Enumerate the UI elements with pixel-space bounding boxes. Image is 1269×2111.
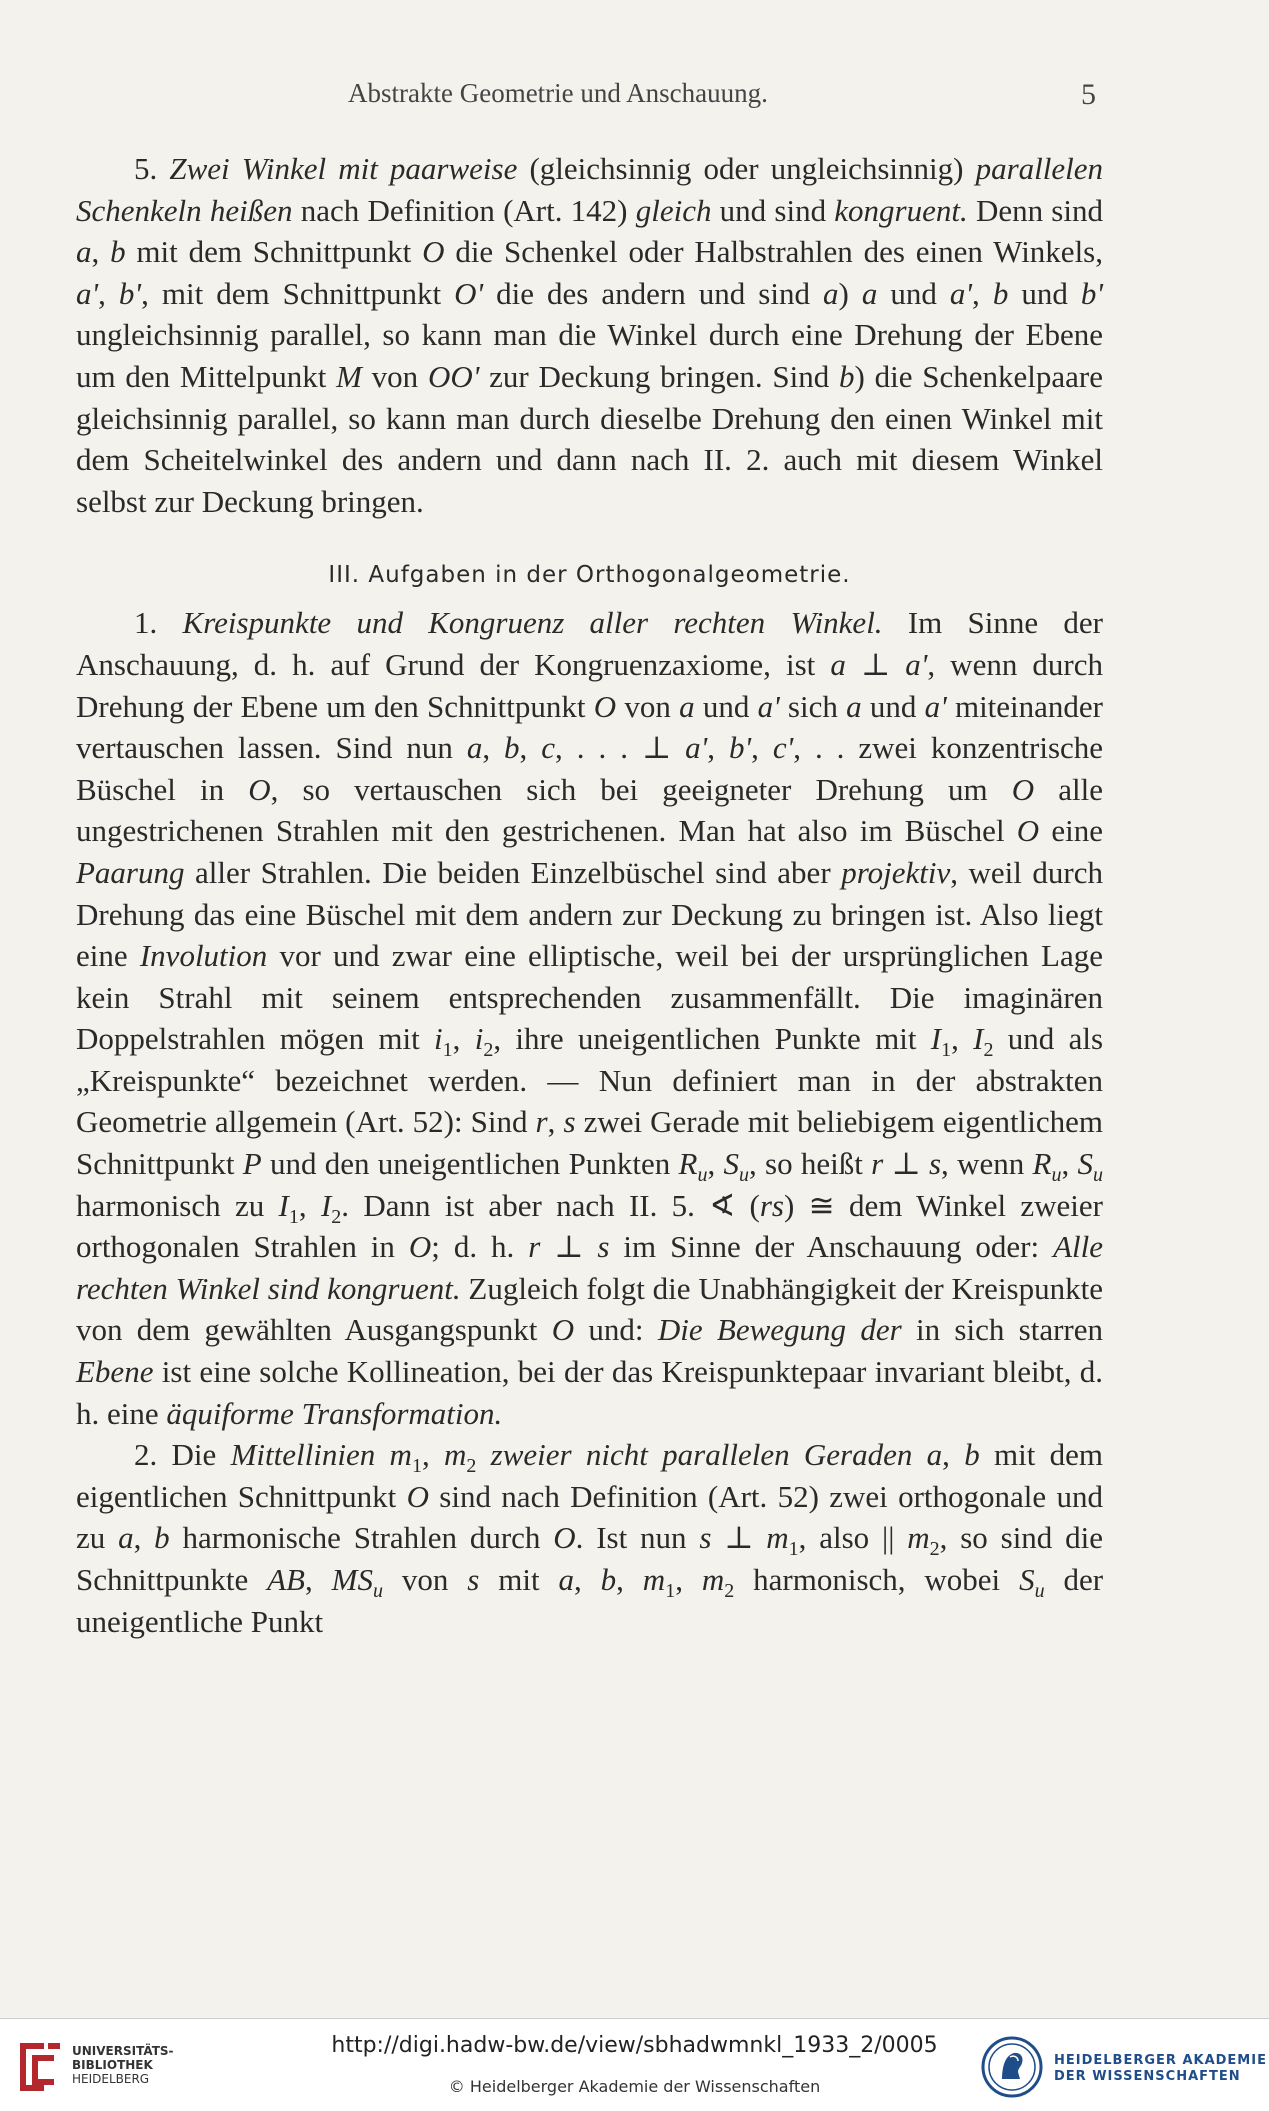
running-title: Abstrakte Geometrie und Anschauung.: [348, 78, 768, 108]
copyright-notice: © Heidelberger Akademie der Wissenschaften: [448, 2077, 821, 2096]
academy-name: [1054, 2053, 1267, 2085]
academy-line-1: HEIDELBERGER AKADEMIE: [1054, 2053, 1267, 2068]
academy-line-2: DER WISSENSCHAFTEN: [1054, 2069, 1241, 2084]
paragraph-2: 1. Kreispunkte und Kongruenz aller rechten Winkel. Im Sinne der Anschauung, d. h. auf Grund der Kongruenzaxiome, ist a ⊥ a', wenn durch Drehung der Ebene um den Schnittpunkt O von a und a' sich a und a' miteinander vertauschen lassen. Sind nun a, b, c, . . . ⊥ a', b', c', . . zwei konzentrische Büschel in O, so vertauschen sich bei geeigneter Drehung um O alle ungestrichenen Strahlen mit den gestrichenen. Man hat also im Büschel O eine Paarung aller Strahlen. Die beiden Einzelbüschel sind aber projektiv, weil durch Drehung das eine Büschel mit dem andern zur Deckung zu bringen ist. Also liegt eine Involution vor und zwar eine elliptische, weil bei der ursprünglichen Lage kein Strahl mit seinem entsprechenden zusammenfällt. Die imaginären Doppelstrahlen mögen mit $i_1$, $i_2$, ihre uneigentlichen Punkte mit $I_1$, $I_2$ und als „Kreispunkte“ bezeichnet werden. — Nun definiert man in der abstrakten Geometrie allgemein (Art. 52): Sind r, s zwei Gerade mit beliebigem eigentlichem Schnittpunkt P und den uneigentlichen Punkten $R_u$, $S_u$, so heißt r ⊥ s, wenn $R_u$, $S_u$ harmonisch zu $I_1$, $I_2$. Dann ist aber nach II. 5. ∢ (rs) ≅ dem Winkel zweier orthogonalen Strahlen in O; d. h. r ⊥ s im Sinne der Anschauung oder: Alle rechten Winkel sind kongruent. Zugleich folgt die Unabhängigkeit der Kreispunkte von dem gewählten Ausgangspunkt O und: Die Bewegung der in sich starren Ebene ist eine solche Kollineation, bei der das Kreispunktepaar invariant bleibt, d. h. eine äquiforme Transformation.: [76, 605, 1104, 1431]
page-number: 5: [1081, 78, 1096, 111]
footer-bar: [0, 2018, 1269, 2111]
academy-seal-icon: [980, 2035, 1044, 2099]
academy-logo[interactable]: [978, 2035, 1268, 2099]
paragraph-1: 5. Zwei Winkel mit paarweise (gleichsinnig oder ungleichsinnig) parallelen Schenkeln heißen nach Definition (Art. 142) gleich und sind kongruent. Denn sind a, b mit dem Schnittpunkt O die Schenkel oder Halbstrahlen des einen Winkels, a', b', mit dem Schnittpunkt O' die des andern und sind a) a und a', b und b' ungleichsinnig parallel, so kann man die Winkel durch eine Drehung der Ebene um den Mittelpunkt M von OO' zur Deckung bringen. Sind b) die Schenkelpaare gleichsinnig parallel, so kann man durch dieselbe Drehung den einen Winkel mit dem Scheitelwinkel des andern und dann nach II. 2. auch mit diesem Winkel selbst zur Deckung bringen.: [76, 151, 1104, 519]
section-heading: III. Aufgaben in der Orthogonalgeometrie.: [328, 562, 851, 589]
permalink-url[interactable]: http://digi.hadw-bw.de/view/sbhadwmnkl_1933_2/0005: [331, 2033, 938, 2058]
logo-line-3: HEIDELBERG: [72, 2072, 150, 2086]
paragraph-3: 2. Die Mittellinien $m_1$, $m_2$ zweier nicht parallelen Geraden a, b mit dem eigentlichen Schnittpunkt O sind nach Definition (Art. 52) zwei orthogonale und zu a, b harmonische Strahlen durch O. Ist nun s ⊥ $m_1$, also || $m_2$, so sind die Schnittpunkte AB, $MS_u$ von s mit a, b, $m_1$, $m_2$ harmonisch, wobei $S_u$ der uneigentliche Punkt: [76, 1437, 1104, 1639]
logo-line-2: BIBLIOTHEK: [72, 2058, 153, 2072]
logo-line-1: UNIVERSITÄTS-: [72, 2044, 174, 2058]
body-text: [76, 148, 1103, 1642]
running-header: [78, 78, 1096, 118]
